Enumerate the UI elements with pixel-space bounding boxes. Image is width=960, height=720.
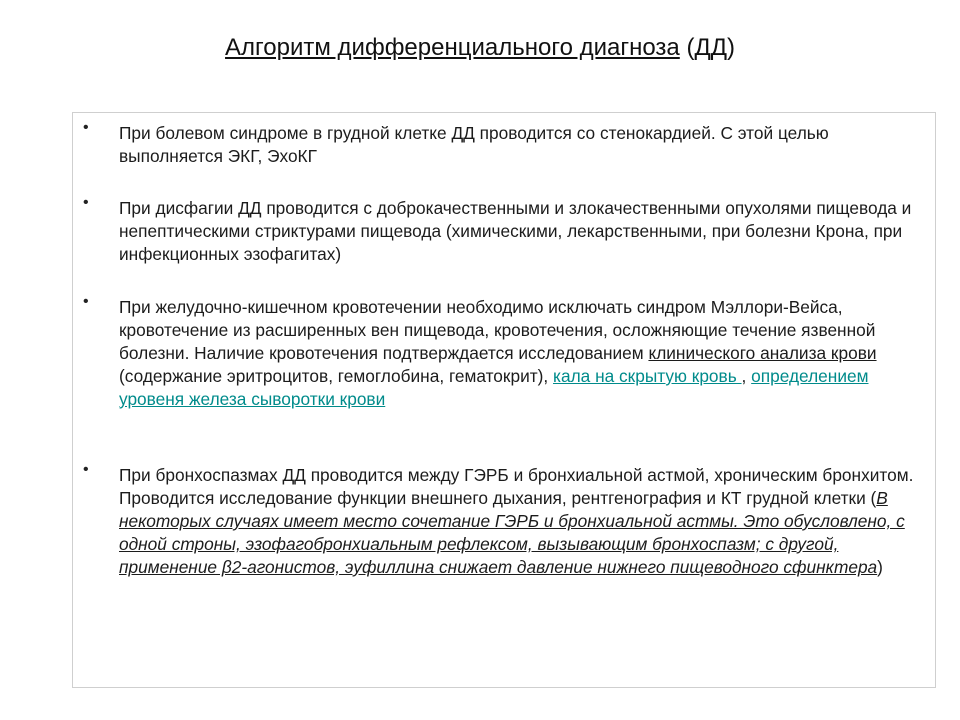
bronchospasm-text-intro: При бронхоспазмах ДД проводится между ГЭРБ и бронхиальной астмой, хроническим бронхитом. Проводится исследование функции внешнего дыхания, рентгенография и КТ грудной клетки ( bbox=[119, 465, 914, 508]
slide-title bbox=[0, 33, 960, 63]
bleeding-text-comma: , bbox=[741, 366, 752, 386]
bullet-text: При дисфагии ДД проводится с доброкачественными и злокачественными опухолями пищевода и непептическими стриктурами пищевода (химическими, лекарственными, при болезни Крона, при инфекционных эзофагитах) bbox=[119, 198, 912, 264]
title-suffix: (ДД) bbox=[679, 34, 735, 61]
bullet-marker: • bbox=[83, 194, 89, 211]
bullet-text: При болевом синдроме в грудной клетке ДД проводится со стенокардией. С этой целью выполняется ЭКГ, ЭхоКГ bbox=[119, 123, 829, 166]
bleeding-text-middle: (содержание эритроцитов, гемоглобина, гематокрит), bbox=[119, 366, 554, 386]
content-box bbox=[72, 112, 936, 688]
occult-blood-link[interactable]: кала на скрытую кровь bbox=[553, 366, 742, 386]
bronchospasm-text-close: ) bbox=[877, 557, 883, 577]
bronchospasm-italic-note: В некоторых случаях имеет место сочетание ГЭРБ и бронхиальной астмы. Это обусловлено, с одной строны, эзофагобронхиальным рефлексом, вызывающим бронхоспазм; с другой, применение β2-агонистов, эуфиллина снижает давление нижнего пищеводного сфинктера bbox=[119, 488, 905, 577]
bullet-marker: • bbox=[83, 293, 89, 310]
title-main: Алгоритм дифференциального диагноза bbox=[225, 34, 680, 61]
serum-iron-link[interactable]: определением уровеня железа сыворотки крови bbox=[119, 366, 869, 409]
blood-analysis-underlined: клинического анализа крови bbox=[648, 343, 877, 363]
bullet-marker: • bbox=[83, 461, 89, 478]
bullet-text bbox=[119, 296, 919, 411]
bleeding-text-intro: При желудочно-кишечном кровотечении необходимо исключать синдром Мэллори-Вейса, кровотечение из расширенных вен пищевода, кровотечения, осложняющие течение язвенной болезни. Наличие кровотечения подтверждается исследованием bbox=[119, 297, 876, 363]
bullet-text bbox=[119, 464, 919, 579]
bullet-marker: • bbox=[83, 119, 89, 136]
